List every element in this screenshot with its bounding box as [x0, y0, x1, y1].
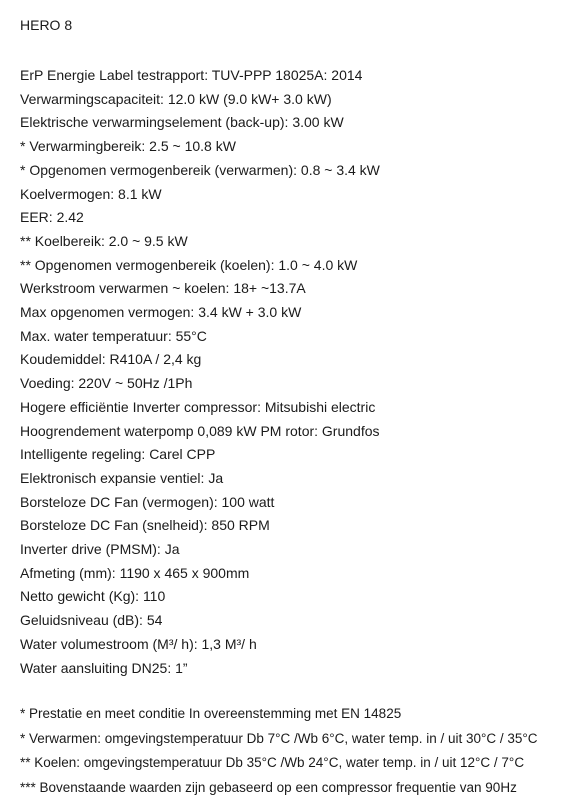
- spec-line-max-water-temp: Max. water temperatuur: 55°C: [20, 327, 207, 344]
- spec-line-fan-power: Borsteloze DC Fan (vermogen): 100 watt: [20, 493, 275, 510]
- spec-line-heating-capacity: Verwarmingscapaciteit: 12.0 kW (9.0 kW+ 3.0 kW): [20, 90, 332, 107]
- spec-line-electric-backup: Elektrische verwarmingselement (back-up): 3.00 kW: [20, 114, 344, 131]
- footnotes: [20, 702, 538, 800]
- footnote-cooling-conditions: ** Koelen: omgevingstemperatuur Db 35°C /Wb 24°C, water temp. in / uit 12°C / 7°C: [20, 755, 525, 770]
- spec-line-eer: EER: 2.42: [20, 209, 84, 226]
- spec-line-noise-level: Geluidsniveau (dB): 54: [20, 612, 163, 629]
- spec-line-inverter-drive: Inverter drive (PMSM): Ja: [20, 541, 180, 558]
- spec-line-max-power: Max opgenomen vermogen: 3.4 kW + 3.0 kW: [20, 304, 302, 321]
- spec-line-erp-label: ErP Energie Label testrapport: TUV-PPP 18025A: 2014: [20, 67, 363, 83]
- spec-line-heating-power-range: * Opgenomen vermogenbereik (verwarmen): 0.8 ~ 3.4 kW: [20, 161, 380, 178]
- spec-line-water-pump: Hoogrendement waterpomp 0,089 kW PM rotor: Grundfos: [20, 422, 380, 439]
- spec-line-heating-range: * Verwarmingbereik: 2.5 ~ 10.8 kW: [20, 138, 236, 155]
- spec-line-fan-speed: Borsteloze DC Fan (snelheid): 850 RPM: [20, 517, 270, 534]
- spec-line-controller: Intelligente regeling: Carel CPP: [20, 446, 216, 463]
- spec-line-compressor: Hogere efficiëntie Inverter compressor: Mitsubishi electric: [20, 398, 376, 415]
- spec-list: [20, 64, 380, 680]
- spec-line-dimensions: Afmeting (mm): 1190 x 465 x 900mm: [20, 564, 250, 581]
- spec-line-expansion-valve: Elektronisch expansie ventiel: Ja: [20, 469, 224, 486]
- spec-line-net-weight: Netto gewicht (Kg): 110: [20, 588, 166, 605]
- spec-line-power-supply: Voeding: 220V ~ 50Hz /1Ph: [20, 375, 193, 392]
- spec-line-cooling-capacity: Koelvermogen: 8.1 kW: [20, 185, 162, 202]
- document-title: HERO 8: [20, 17, 73, 33]
- spec-line-working-current: Werkstroom verwarmen ~ koelen: 18+ ~13.7A: [20, 280, 306, 297]
- spec-line-cooling-range: ** Koelbereik: 2.0 ~ 9.5 kW: [20, 232, 188, 249]
- spec-line-water-connection: Water aansluiting DN25: 1”: [20, 659, 188, 676]
- spec-line-refrigerant: Koudemiddel: R410A / 2,4 kg: [20, 351, 202, 368]
- footnote-compressor-frequency: *** Bovenstaande waarden zijn gebaseerd op een compressor frequentie van 90Hz: [20, 779, 517, 795]
- spec-line-cooling-power-range: ** Opgenomen vermogenbereik (koelen): 1.0 ~ 4.0 kW: [20, 256, 358, 273]
- spec-line-water-flow: Water volumestroom (M³/ h): 1,3 M³/ h: [20, 635, 257, 652]
- footnote-standard: * Prestatie en meet conditie In overeenstemming met EN 14825: [20, 706, 402, 721]
- footnote-heating-conditions: * Verwarmen: omgevingstemperatuur Db 7°C /Wb 6°C, water temp. in / uit 30°C / 35°C: [20, 730, 538, 746]
